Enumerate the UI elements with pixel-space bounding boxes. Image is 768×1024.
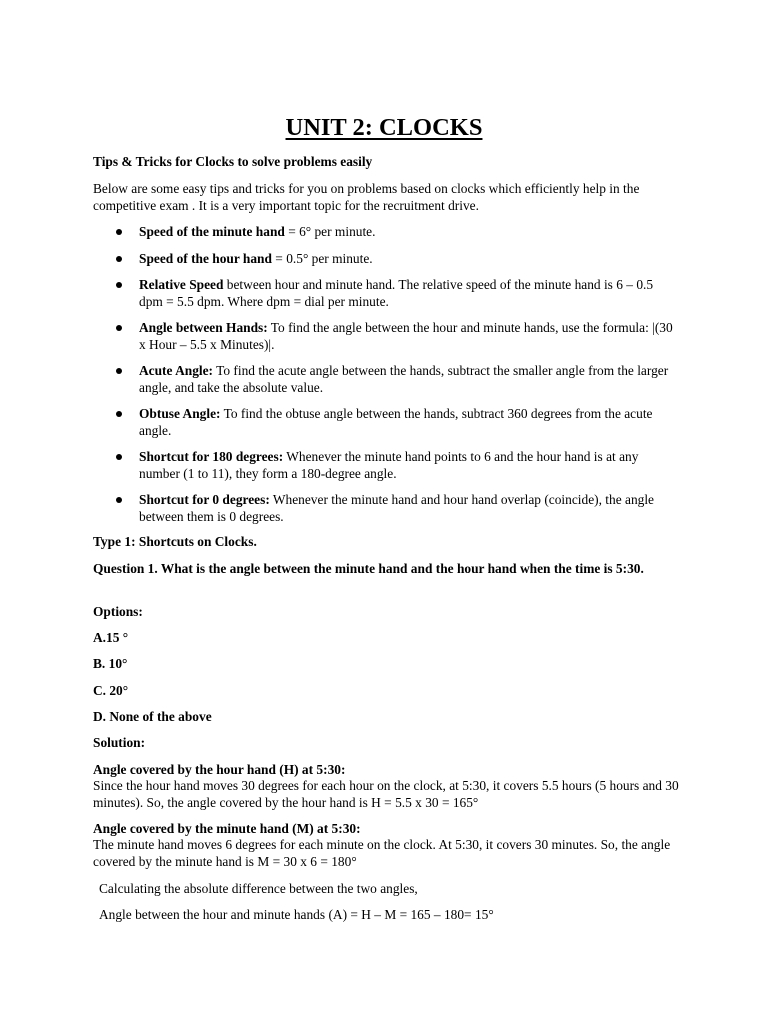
tip-item <box>139 319 679 353</box>
tip-text: = 0.5° per minute. <box>271 251 373 266</box>
tip-label: Shortcut for 180 degrees: <box>139 449 284 464</box>
bullet-icon <box>116 325 122 331</box>
intro-paragraph: Below are some easy tips and tricks for you on problems based on clocks which efficiently help in the competitive exam . It is a very important topic for the recruitment drive. <box>93 181 640 213</box>
tip-label: Shortcut for 0 degrees: <box>139 492 270 507</box>
tip-text: = 6° per minute. <box>284 224 376 239</box>
tip-item <box>139 250 679 267</box>
subtitle: Tips & Tricks for Clocks to solve problems easily <box>93 154 373 169</box>
question-text: Question 1. What is the angle between the minute hand and the hour hand when the time is 5:30. <box>93 561 644 576</box>
tip-item <box>139 448 679 482</box>
options-label: Options: <box>93 604 143 619</box>
hour-explanation: Since the hour hand moves 30 degrees for each hour on the clock, at 5:30, it covers 5.5 hours (5 hours and 30 minutes). So, the angle covered by the hour hand is H = 5.5 x 30 = 165° <box>93 778 679 810</box>
tip-text: To find the obtuse angle between the hands, subtract 360 degrees from the acute angle. <box>139 406 653 438</box>
tip-text: Whenever the minute hand and hour hand overlap (coincide), the angle between them is 0 degrees. <box>139 492 654 524</box>
tip-text: To find the acute angle between the hands, subtract the smaller angle from the larger angle, and take the absolute value. <box>139 363 669 395</box>
bullet-icon <box>116 497 122 503</box>
bullet-icon <box>116 368 122 374</box>
bullet-icon <box>116 411 122 417</box>
tip-label: Angle between Hands: <box>139 320 268 335</box>
tip-item <box>139 405 679 439</box>
page-title: UNIT 2: CLOCKS <box>285 114 483 141</box>
type-heading: Type 1: Shortcuts on Clocks. <box>93 534 257 549</box>
tip-text: Whenever the minute hand points to 6 and the hour hand is at any number (1 to 11), they form a 180-degree angle. <box>139 449 639 481</box>
tip-label: Speed of the hour hand <box>139 251 272 266</box>
option-a: A.15 ° <box>93 630 129 645</box>
tip-text: To find the angle between the hour and minute hands, use the formula: |(30 x Hour – 5.5 x Minutes)|. <box>139 320 673 352</box>
option-d: D. None of the above <box>93 709 212 724</box>
bullet-icon <box>116 282 122 288</box>
minute-explanation: The minute hand moves 6 degrees for each minute on the clock. At 5:30, it covers 30 minutes. So, the angle covered by the minute hand is M = 30 x 6 = 180° <box>93 837 671 869</box>
tip-item <box>139 276 679 310</box>
option-c: C. 20° <box>93 683 129 698</box>
solution-label: Solution: <box>93 735 146 750</box>
bullet-icon <box>116 256 122 262</box>
tip-label: Relative Speed <box>139 277 224 292</box>
result-text: Angle between the hour and minute hands (A) = H – M = 165 – 180= 15° <box>99 907 494 922</box>
tip-item <box>139 223 679 240</box>
tip-label: Obtuse Angle: <box>139 406 221 421</box>
minute-heading: Angle covered by the minute hand (M) at 5:30: <box>93 821 361 836</box>
calc-text: Calculating the absolute difference between the two angles, <box>99 881 418 896</box>
tip-item <box>139 362 679 396</box>
hour-heading: Angle covered by the hour hand (H) at 5:30: <box>93 762 346 777</box>
tip-label: Acute Angle: <box>139 363 214 378</box>
tip-label: Speed of the minute hand <box>139 224 285 239</box>
bullet-icon <box>116 454 122 460</box>
tip-item <box>139 491 679 525</box>
option-b: B. 10° <box>93 656 128 671</box>
tip-text: between hour and minute hand. The relative speed of the minute hand is 6 – 0.5 dpm = 5.5 dpm. Where dpm = dial per minute. <box>139 277 654 309</box>
bullet-icon <box>116 229 122 235</box>
